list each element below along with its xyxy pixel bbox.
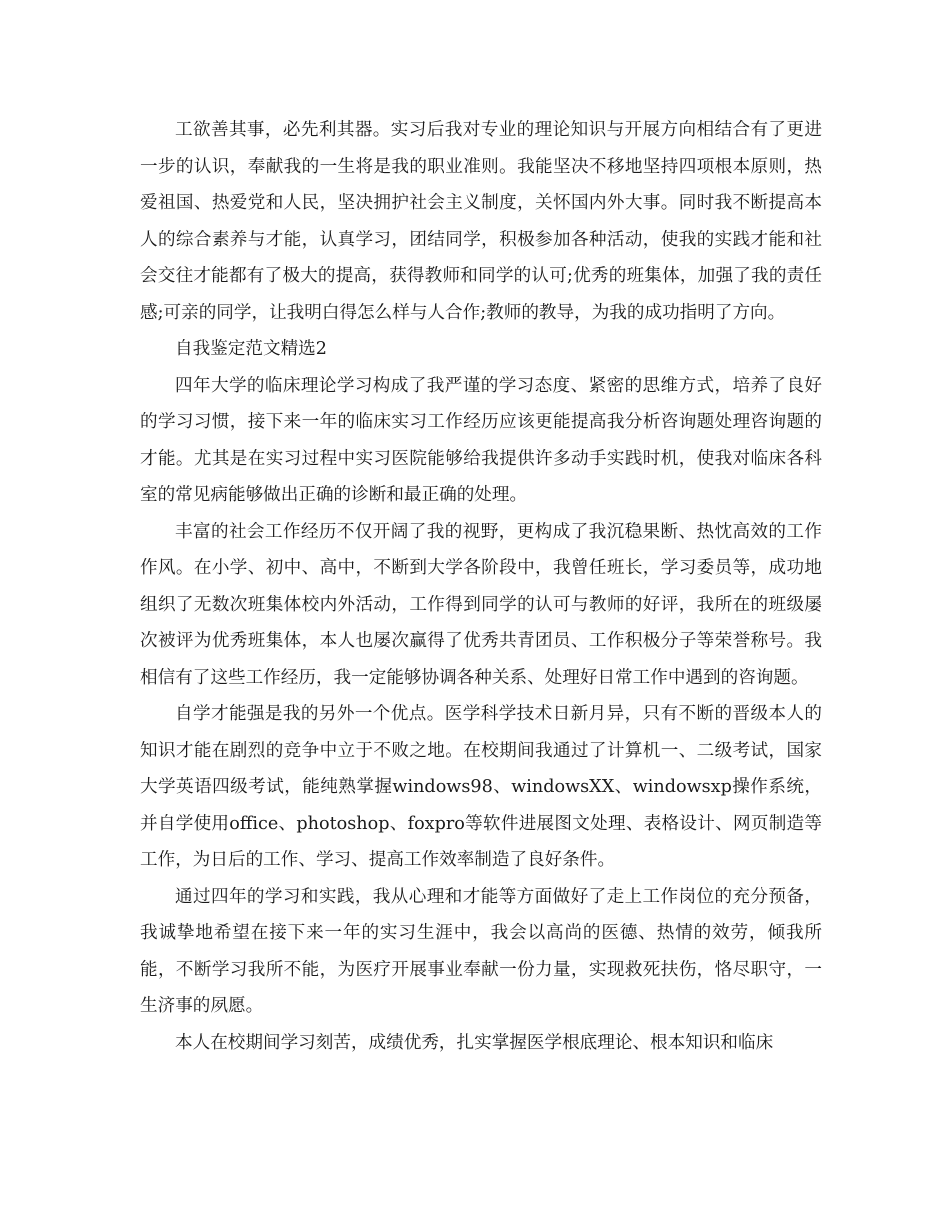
paragraph: 工欲善其事，必先利其器。实习后我对专业的理论知识与开展方向相结合有了更进一步的认识，奉献我的一生将是我的职业准则。我能坚决不移地坚持四项根本原则，热爱祖国、热爱党和人民，坚决拥护社会主义制度，关怀国内外大事。同时我不断提高本人的综合素养与才能，认真学习，团结同学，积极参加各种活动，使我的实践才能和社会交往才能都有了极大的提高，获得教师和同学的认可;优秀的班集体，加强了我的责任感;可亲的同学，让我明白得怎么样与人合作;教师的教导，为我的成功指明了方向。	[140, 120, 822, 323]
document-page	[140, 112, 822, 1061]
paragraph: 四年大学的临床理论学习构成了我严谨的学习态度、紧密的思维方式，培养了良好的学习习惯，接下来一年的临床实习工作经历应该更能提高我分析咨询题处理咨询题的才能。尤其是在实习过程中实习医院能够给我提供许多动手实践时机，使我对临床各科室的常见病能够做出正确的诊断和最正确的处理。	[140, 375, 822, 505]
paragraph: 通过四年的学习和实践，我从心理和才能等方面做好了走上工作岗位的充分预备，我诚挚地希望在接下来一年的实习生涯中，我会以高尚的医德、热情的效劳，倾我所能，不断学习我所不能，为医疗开展事业奉献一份力量，实现救死扶伤，恪尽职守，一生济事的夙愿。	[140, 886, 822, 1016]
section-heading: 自我鉴定范文精选2	[175, 339, 327, 359]
paragraph: 丰富的社会工作经历不仅开阔了我的视野，更构成了我沉稳果断、热忱高效的工作作风。在小学、初中、高中，不断到大学各阶段中，我曾任班长，学习委员等，成功地组织了无数次班集体校内外活动，工作得到同学的认可与教师的好评，我所在的班级屡次被评为优秀班集体，本人也屡次赢得了优秀共青团员、工作积极分子等荣誉称号。我相信有了这些工作经历，我一定能够协调各种关系、处理好日常工作中遇到的咨询题。	[140, 521, 822, 688]
paragraph: 自学才能强是我的另外一个优点。医学科学技术日新月异，只有不断的晋级本人的知识才能在剧烈的竞争中立于不败之地。在校期间我通过了计算机一、二级考试，国家大学英语四级考试，能纯熟掌握windows98、windowsXX、windowsxp操作系统，并自学使用office、photoshop、foxpro等软件进展图文处理、表格设计、网页制造等工作，为日后的工作、学习、提高工作效率制造了良好条件。	[140, 704, 822, 870]
paragraph: 本人在校期间学习刻苦，成绩优秀，扎实掌握医学根底理论、根本知识和临床	[175, 1032, 774, 1053]
